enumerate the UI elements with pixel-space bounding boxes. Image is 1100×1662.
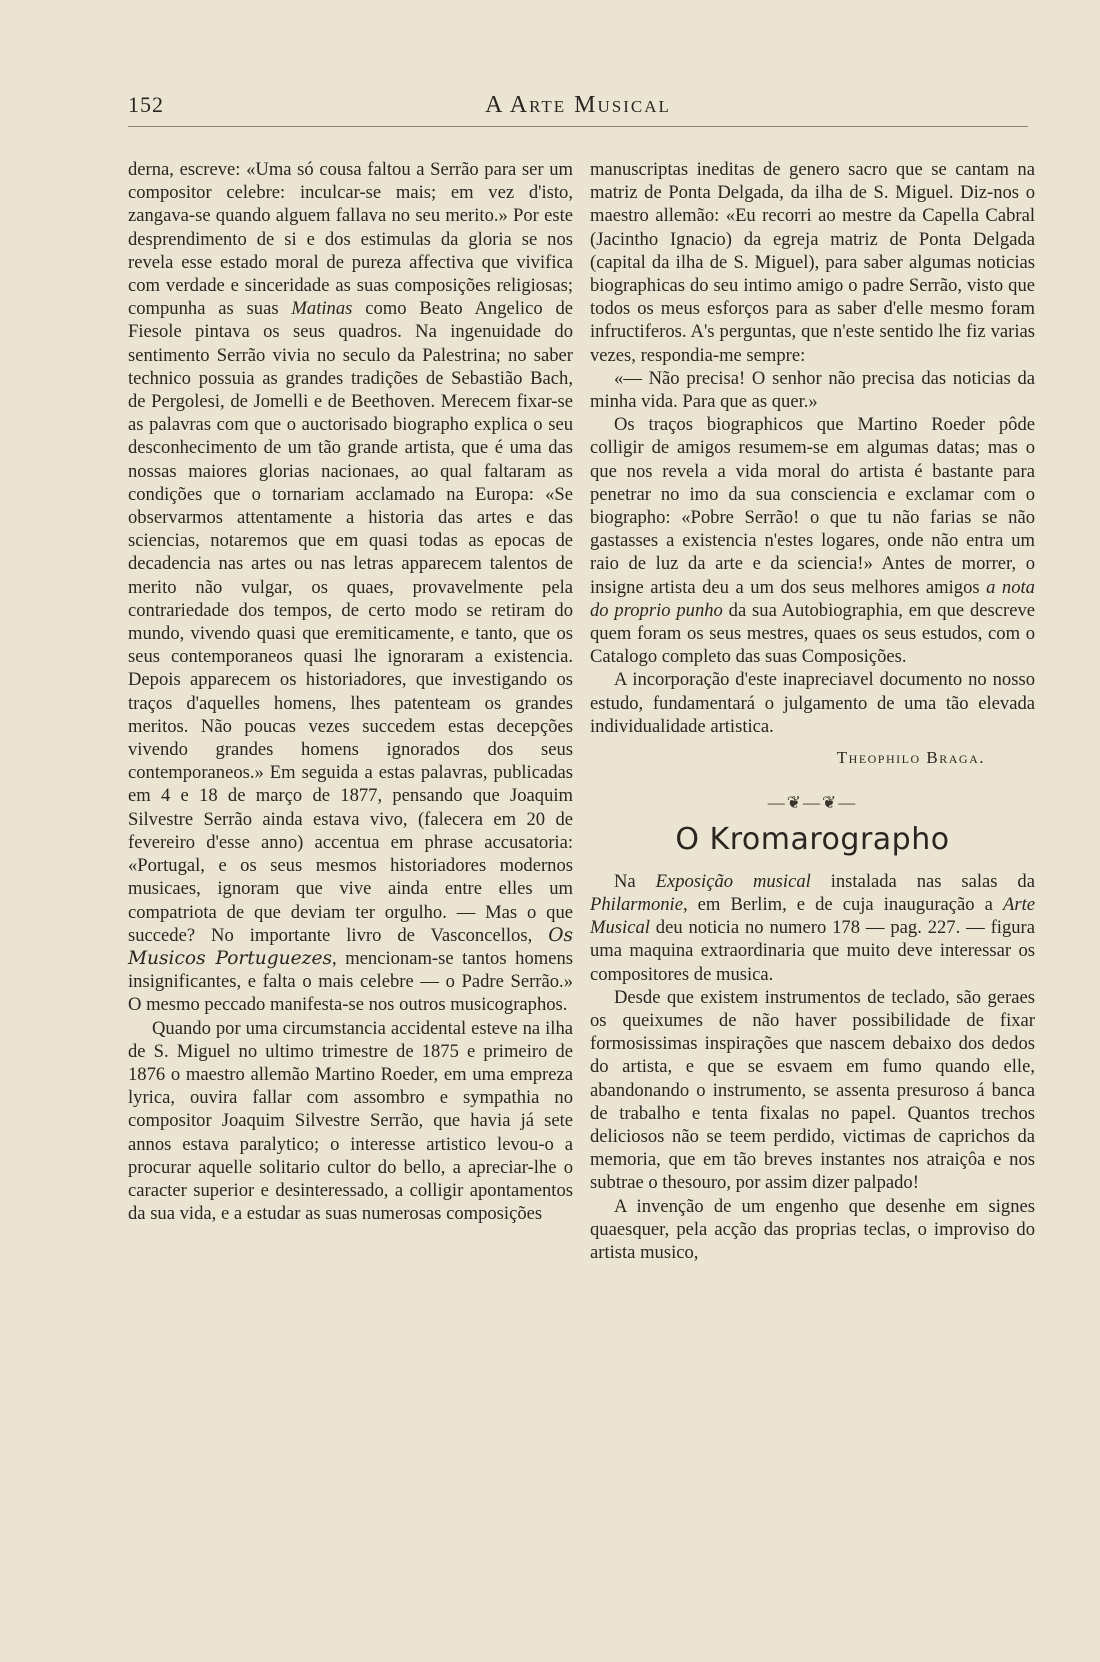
right-column — [590, 158, 1035, 1264]
journal-title: A Arte Musical — [485, 92, 671, 118]
section-ornament: —❦—❦— — [767, 793, 858, 813]
author-signature: Theophilo Braga. — [836, 748, 985, 768]
article-title: O Kromarographo — [675, 822, 950, 858]
paragraph: «— Não precisa! O senhor não precisa das noticias da minha vida. Para que as quer.» — [590, 367, 1035, 413]
paragraph: Na Exposição musical instalada nas salas da Philarmonie, em Berlim, e de cuja inauguração a Arte Musical deu noticia no numero 178 — pag. 227. — figura uma maquina extraordinaria que muito deve interessar os compositores de musica. — [590, 870, 1035, 985]
paragraph: manuscriptas ineditas de genero sacro que se cantam na matriz de Ponta Delgada, da ilha de S. Miguel. Diz-nos o maestro allemão: «Eu recorri ao mestre da Capella Cabral (Jacintho Ignacio) da egreja matriz de Ponta Delgada (capital da ilha de S. Miguel), para saber algumas noticias biographicas do seu intimo amigo o padre Serrão, visto que todos os meus esforços para as saber d'elle mesmo foram infructiferos. A's perguntas, que n'este sentido lhe fiz varias vezes, respondia-me sempre: — [590, 159, 1035, 366]
left-column — [128, 158, 573, 1225]
paragraph: derna, escreve: «Uma só cousa faltou a Serrão para ser um compositor celebre: inculcar-se mais; em vez d'isto, zangava-se quando alguem fallava no seu merito.» Por este desprendimento de si e dos estimulas da gloria se nos revela esse estado moral de pureza affectiva que vivifica com verdade e sinceridade as suas composições religiosas; compunha as suas Matinas como Beato Angelico de Fiesole pintava os seus quadros. Na ingenuidade do sentimento Serrão vivia no seculo da Palestrina; no saber technico possuia as grandes tradições de Sebastião Bach, de Pergolesi, de Jomelli e de Beethoven. Merecem fixar-se as palavras com que o auctorisado biographo explica o seu desconhecimento de um tão grande artista, que é uma das nossas maiores glorias nacionaes, ao qual faltaram as condições que o tornariam acclamado na Europa: «Se observarmos attentamente a historia das artes e das sciencias, notaremos que em quasi todas as epocas de decadencia nas artes ou nas letras apparecem talentos de merito não vulgar, os quaes, provavelmente pela contrariedade dos tempos, de certo modo se retiram do mundo, vivendo quasi que eremiticamente, e tanto, que os seus contemporaneos quasi lhe ignoraram a existencia. Depois apparecem os historiadores, que investigando os traços d'aquelles homens, lhes patenteam os grandes meritos. Não poucas vezes succedem estas decepções vivendo grandes homens ignorados dos seus contemporaneos.» Em seguida a estas palavras, publicadas em 4 e 18 de março de 1877, pensando que Joaquim Silvestre Serrão ainda estava vivo, (falecera em 20 de fevereiro d'esse anno) accentua em phrase accusatoria: «Portugal, e os seus mesmos historiadores modernos musicaes, ignoram que vive ainda entre elles um compatriota de que deviam ter orgulho. — Mas o que succede? No importante livro de Vasconcellos, Os Musicos Portuguezes, mencionam-se tantos homens insignificantes, e falta o mais celebre — o Padre Serrão.» O mesmo peccado manifesta-se nos outros musicographos. — [128, 159, 574, 1016]
paragraph: Quando por uma circumstancia accidental esteve na ilha de S. Miguel no ultimo trimestre de 1875 e primeiro de 1876 o maestro allemão Martino Roeder, em uma empreza lyrica, ouvira fallar com assombro e sympathia no compositor Joaquim Silvestre Serrão, que havia já sete annos estava paralytico; o interesse artistico levou-o a procurar aquelle solitario cultor do bello, a apreciar-lhe o caracter superior e desinteressado, a colligir apontamentos da sua vida, e a estudar as suas numerosas composições — [128, 1017, 573, 1225]
page-number: 152 — [128, 92, 164, 117]
paragraph: Desde que existem instrumentos de teclado, são geraes os queixumes de não haver possibilidade de fixar formosissimas inspirações que nascem debaixo dos dedos do artista, e que se esvaem em fumo quando elle, abandonando o instrumento, se assenta presuroso á banca de trabalho e tenta fixalas no papel. Quantos trechos deliciosos não se teem perdido, victimas de caprichos da memoria, que em tão breves instantes nos atraiçôa e nos subtrae o thesouro, por assim dizer palpado! — [590, 986, 1035, 1194]
paragraph: Os traços biographicos que Martino Roeder pôde colligir de amigos resumem-se em algumas datas; mas o que nos revela a vida moral do artista é bastante para penetrar no imo da sua consciencia e exclamar com o biographo: «Pobre Serrão! o que tu não farias se não gastasses a existencia n'estes logares, onde não entra um raio de luz da arte e da sciencia!» Antes de morrer, o insigne artista deu a um dos seus melhores amigos a nota do proprio punho da sua Autobiographia, em que descreve quem foram os seus mestres, quaes os seus estudos, com o Catalogo completo das suas Composições. — [590, 414, 1035, 668]
paragraph: A incorporação d'este inapreciavel documento no nosso estudo, fundamentará o julgamento de uma tão elevada individualidade artistica. — [590, 669, 1035, 737]
paragraph: A invenção de um engenho que desenhe em signes quaesquer, pela acção das proprias teclas, o improviso do artista musico, — [590, 1195, 1035, 1263]
running-head — [128, 92, 1028, 127]
